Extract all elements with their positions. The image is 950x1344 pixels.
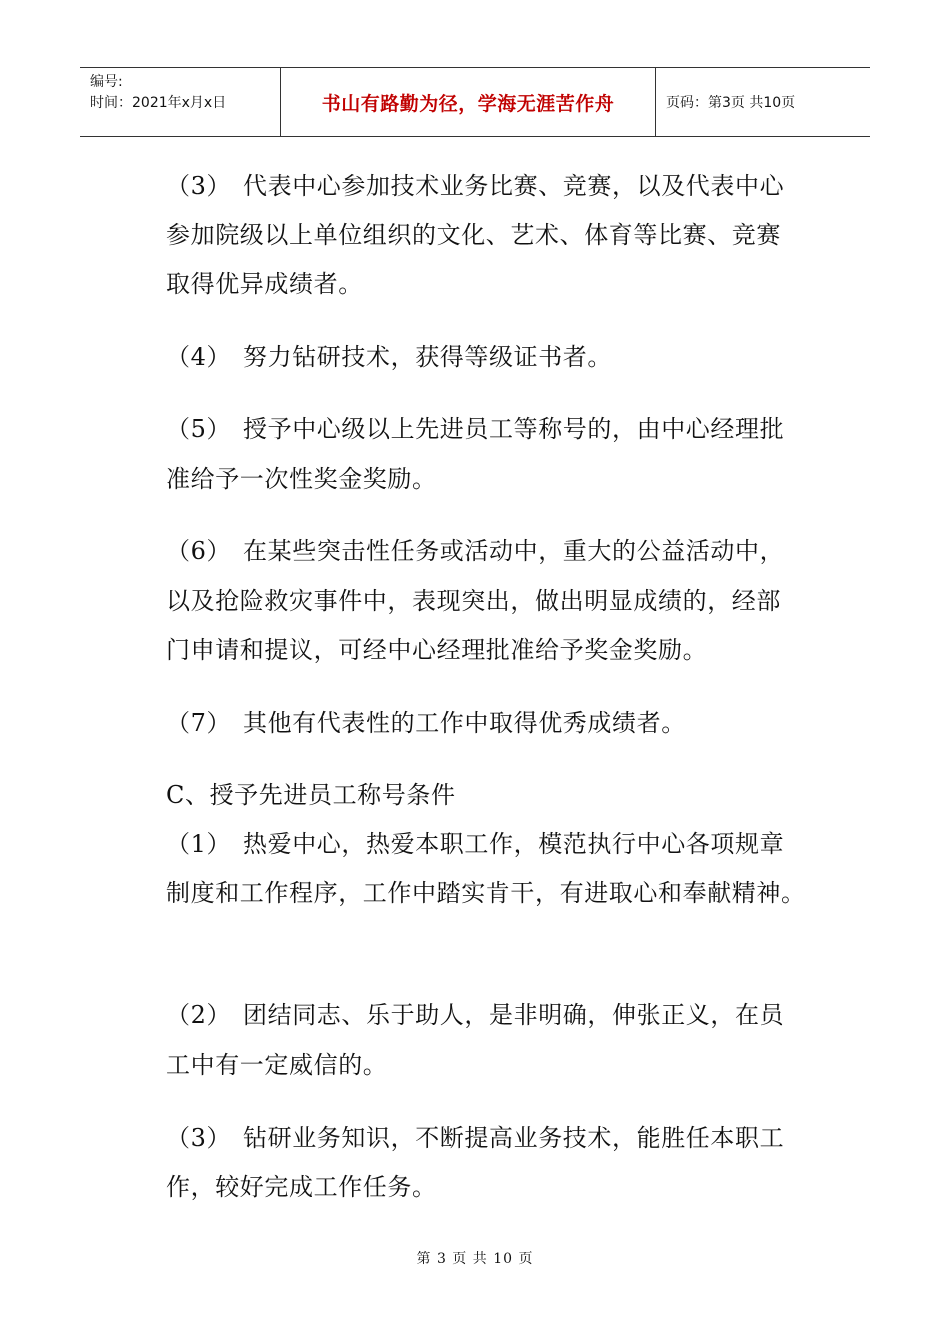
- paragraph-text: 授予中心级以上先进员工等称号的，由中心经理批: [243, 415, 785, 443]
- paragraph-3-line-3: 取得优异成绩者。: [166, 270, 363, 298]
- paragraph-text: 代表中心参加技术业务比赛、竞赛，以及代表中心: [243, 172, 785, 200]
- paragraph-text: 热爱中心，热爱本职工作，模范执行中心各项规章: [243, 830, 785, 858]
- condition-1-line-2: 制度和工作程序，工作中踏实肯干，有进取心和奉献精神。: [166, 879, 806, 907]
- item-number: （1）: [166, 830, 232, 858]
- paragraph-3-line-2: 参加院级以上单位组织的文化、艺术、体育等比赛、竞赛: [166, 221, 781, 249]
- item-number: （2）: [166, 1001, 232, 1029]
- paragraph-5-line-1: [166, 414, 784, 444]
- paragraph-text: 团结同志、乐于助人，是非明确，伸张正义，在员: [243, 1001, 785, 1029]
- paragraph-5-line-2: 准给予一次性奖金奖励。: [166, 465, 437, 493]
- paragraph-text: 其他有代表性的工作中取得优秀成绩者。: [243, 709, 686, 737]
- condition-3-line-1: [166, 1123, 784, 1153]
- item-number: （6）: [166, 537, 232, 565]
- item-number: （4）: [166, 343, 232, 371]
- page-footer: 第 3 页 共 10 页: [416, 1251, 534, 1267]
- section-c-heading: C、授予先进员工称号条件: [166, 781, 456, 809]
- condition-2-line-1: [166, 1000, 784, 1030]
- item-number: （7）: [166, 709, 232, 737]
- paragraph-3-line-1: [166, 171, 784, 201]
- header-meta: [80, 68, 281, 136]
- item-number: （5）: [166, 415, 232, 443]
- item-number: （3）: [166, 172, 232, 200]
- paragraph-6-line-3: 门申请和提议，可经中心经理批准给予奖金奖励。: [166, 636, 708, 664]
- paragraph-text: 在某些突击性任务或活动中，重大的公益活动中，: [243, 537, 785, 565]
- paragraph-4-line-1: [166, 342, 612, 372]
- paragraph-text: 钻研业务知识，不断提高业务技术，能胜任本职工: [243, 1124, 785, 1152]
- condition-2-line-2: 工中有一定威信的。: [166, 1051, 388, 1079]
- document-time-label: 时间：2021年x月x日: [90, 95, 227, 111]
- paragraph-text: 努力钻研技术，获得等级证书者。: [243, 343, 612, 371]
- condition-1-line-1: [166, 829, 784, 859]
- page-header: [80, 67, 870, 137]
- item-number: （3）: [166, 1124, 232, 1152]
- paragraph-6-line-1: [166, 536, 784, 566]
- header-page-info: 页码：第3页 共10页: [666, 95, 796, 111]
- paragraph-6-line-2: 以及抢险救灾事件中，表现突出，做出明显成绩的，经部: [166, 587, 781, 615]
- document-number-label: 编号:: [90, 74, 123, 90]
- condition-3-line-2: 作，较好完成工作任务。: [166, 1173, 437, 1201]
- paragraph-7-line-1: [166, 708, 686, 738]
- header-motto: 书山有路勤为径，学海无涯苦作舟: [281, 68, 656, 136]
